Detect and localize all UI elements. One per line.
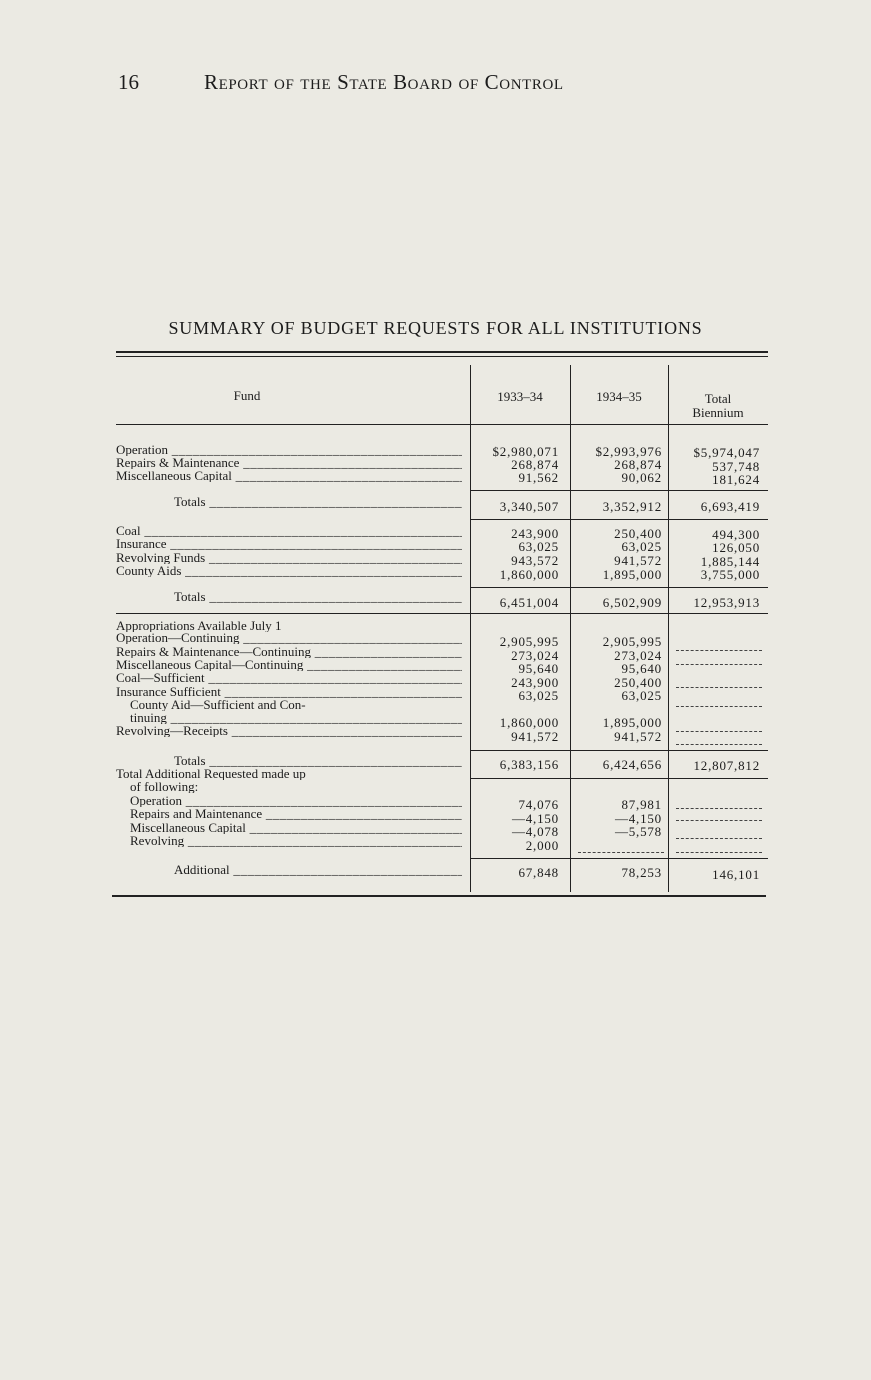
cell-1934-35: 268,874 — [614, 457, 662, 472]
empty-cell-dashes — [676, 638, 762, 651]
cell-1934-35: 2,905,995 — [602, 634, 662, 649]
row-label-totals: Totals _____ — [174, 591, 462, 603]
row-label: tinuing _____ — [130, 712, 462, 724]
row-label: of following: — [130, 781, 199, 793]
cell-total: 146,101 — [712, 867, 760, 882]
cell-1934-35: 250,400 — [614, 675, 662, 690]
cell-1934-35: 273,024 — [614, 648, 662, 663]
empty-cell-dashes — [676, 675, 762, 688]
table-top-rule — [116, 351, 768, 353]
empty-cell-dashes — [578, 840, 664, 853]
header-rule — [116, 424, 768, 425]
cell-1933-34: 6,383,156 — [499, 757, 559, 772]
row-label: Repairs & Maintenance _____ — [116, 457, 462, 469]
row-label: Operation—Continuing _____ — [116, 632, 462, 644]
cell-1934-35: —5,578 — [614, 824, 662, 839]
subtotal-rule — [470, 778, 768, 779]
header-1933-34: 1933–34 — [497, 389, 543, 404]
subtotal-rule — [470, 519, 768, 520]
empty-cell-dashes — [676, 826, 762, 839]
subtotal-rule — [470, 858, 768, 859]
cell-1933-34: 6,451,004 — [499, 595, 559, 610]
cell-1934-35: 6,502,909 — [602, 595, 662, 610]
cell-1934-35: 1,895,000 — [602, 715, 662, 730]
cell-1933-34: —4,150 — [511, 811, 559, 826]
cell-1934-35: 6,424,656 — [602, 757, 662, 772]
cell-1933-34: 63,025 — [518, 539, 559, 554]
cell-1934-35: 63,025 — [621, 688, 662, 703]
cell-1934-35: 250,400 — [614, 526, 662, 541]
empty-cell-dashes — [676, 652, 762, 665]
row-label: Revolving—Receipts _____ — [116, 725, 462, 737]
cell-total: 12,953,913 — [693, 595, 760, 610]
table-bottom-rule — [112, 895, 766, 897]
cell-total: $5,974,047 — [693, 445, 760, 460]
cell-1933-34: 268,874 — [511, 457, 559, 472]
subtotal-rule — [470, 750, 768, 751]
cell-1933-34: 273,024 — [511, 648, 559, 663]
cell-1933-34: 243,900 — [511, 526, 559, 541]
cell-1933-34: 95,640 — [518, 661, 559, 676]
cell-total: 181,624 — [712, 472, 760, 487]
cell-1933-34: 1,860,000 — [499, 715, 559, 730]
cell-1934-35: 87,981 — [621, 797, 662, 812]
cell-1933-34: 74,076 — [518, 797, 559, 812]
column-divider — [668, 365, 669, 892]
cell-1934-35: 95,640 — [621, 661, 662, 676]
cell-1934-35: 3,352,912 — [602, 499, 662, 514]
row-label: Revolving Funds _____ — [116, 552, 462, 564]
empty-cell-dashes — [676, 694, 762, 707]
cell-1933-34: $2,980,071 — [492, 444, 559, 459]
row-label: Miscellaneous Capital _____ — [130, 822, 462, 834]
cell-1933-34: 3,340,507 — [499, 499, 559, 514]
section-rule — [116, 613, 768, 614]
subtotal-rule — [470, 490, 768, 491]
page-number: 16 — [118, 70, 139, 94]
cell-total: 126,050 — [712, 540, 760, 555]
header-total: Total — [704, 391, 732, 406]
row-label: County Aid—Sufficient and Con- — [130, 699, 306, 711]
cell-total: 494,300 — [712, 527, 760, 542]
cell-1933-34: 941,572 — [511, 729, 559, 744]
row-label: Repairs and Maintenance _____ — [130, 808, 462, 820]
cell-1933-34: 943,572 — [511, 553, 559, 568]
cell-1934-35: 941,572 — [614, 553, 662, 568]
row-label: Operation _____ — [130, 795, 462, 807]
empty-cell-dashes — [676, 840, 762, 853]
table-top-rule-thin — [116, 356, 768, 357]
running-title: Report of the State Board of Control — [204, 70, 564, 94]
cell-1934-35: 63,025 — [621, 539, 662, 554]
cell-total: 3,755,000 — [700, 567, 760, 582]
cell-1934-35: 78,253 — [621, 865, 662, 880]
row-label: Miscellaneous Capital—Continuing _____ — [116, 659, 462, 671]
cell-1933-34: 2,905,995 — [499, 634, 559, 649]
row-label-additional: Additional _____ — [174, 864, 462, 876]
cell-1934-35: —4,150 — [614, 811, 662, 826]
row-label-totals: Totals _____ — [174, 496, 462, 508]
row-label: Coal _____ — [116, 525, 462, 537]
cell-total: 6,693,419 — [700, 499, 760, 514]
column-divider — [570, 365, 571, 892]
cell-1934-35: 941,572 — [614, 729, 662, 744]
cell-total: 1,885,144 — [700, 554, 760, 569]
row-label: Miscellaneous Capital _____ — [116, 470, 462, 482]
cell-1934-35: 1,895,000 — [602, 567, 662, 582]
subtotal-rule — [470, 587, 768, 588]
cell-1933-34: 63,025 — [518, 688, 559, 703]
row-label: Appropriations Available July 1 — [116, 620, 282, 632]
header-biennium: Biennium — [692, 405, 744, 420]
cell-1934-35: 90,062 — [621, 470, 662, 485]
empty-cell-dashes — [676, 719, 762, 732]
empty-cell-dashes — [676, 732, 762, 745]
row-label-totals: Totals _____ — [174, 755, 462, 767]
cell-1933-34: 243,900 — [511, 675, 559, 690]
header-1934-35: 1934–35 — [596, 389, 642, 404]
cell-1933-34: —4,078 — [511, 824, 559, 839]
cell-1933-34: 2,000 — [525, 838, 559, 853]
row-label: Insurance Sufficient _____ — [116, 686, 462, 698]
row-label: Insurance _____ — [116, 538, 462, 550]
cell-total: 537,748 — [712, 459, 760, 474]
table-title: SUMMARY OF BUDGET REQUESTS FOR ALL INSTITUTIONS — [168, 318, 703, 338]
row-label: Total Additional Requested made up — [116, 768, 306, 780]
cell-1933-34: 91,562 — [518, 470, 559, 485]
cell-1933-34: 1,860,000 — [499, 567, 559, 582]
header-fund: Fund — [233, 388, 261, 403]
cell-1934-35: $2,993,976 — [595, 444, 662, 459]
row-label: Operation _____ — [116, 444, 462, 456]
cell-total: 12,807,812 — [693, 758, 760, 773]
row-label: Revolving _____ — [130, 835, 462, 847]
row-label: Repairs & Maintenance—Continuing _____ — [116, 646, 462, 658]
empty-cell-dashes — [676, 808, 762, 821]
cell-1933-34: 67,848 — [518, 865, 559, 880]
row-label: Coal—Sufficient _____ — [116, 672, 462, 684]
row-label: County Aids _____ — [116, 565, 462, 577]
